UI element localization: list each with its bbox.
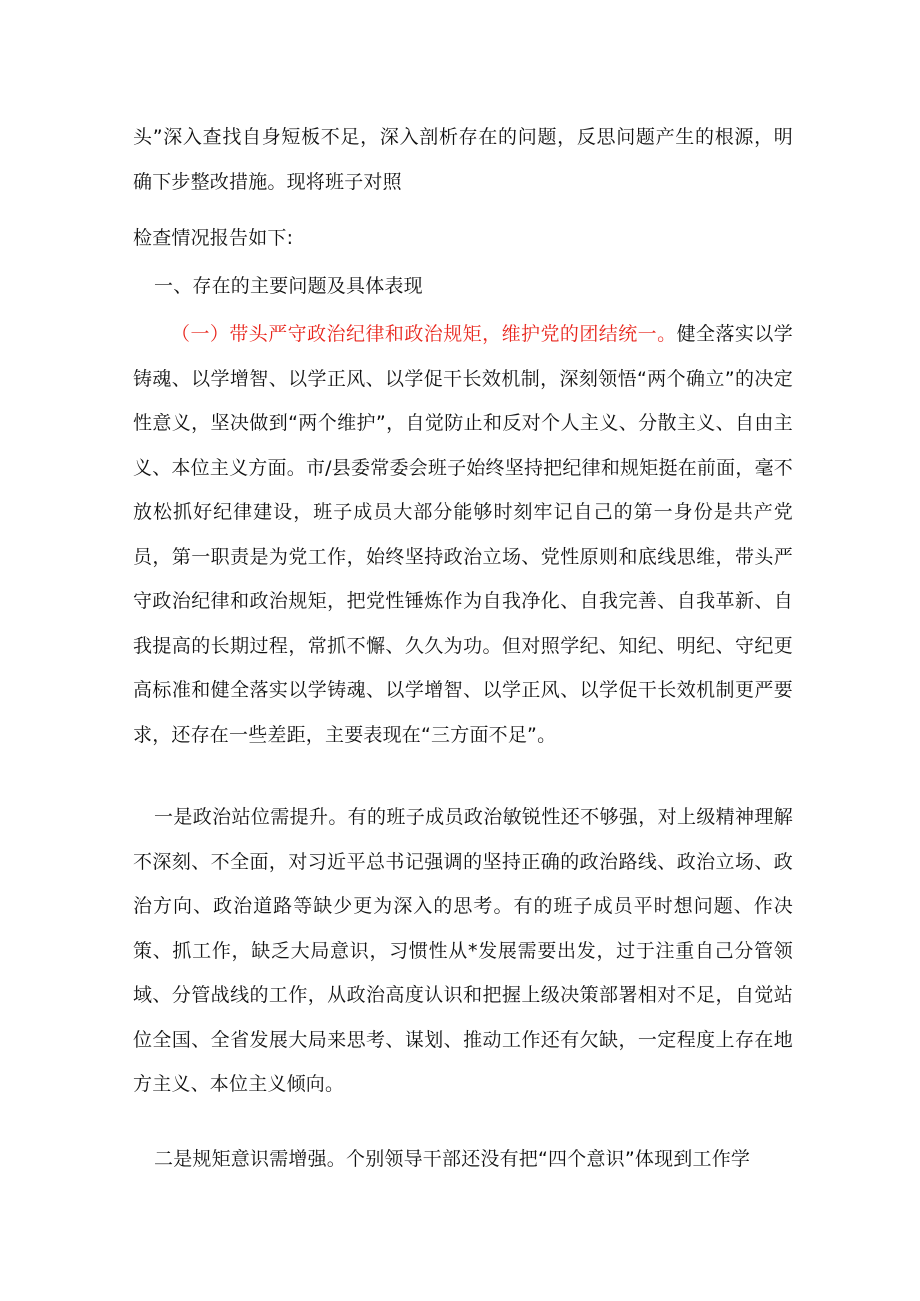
section-1-title: （一）带头严守政治纪律和政治规矩，维护党的团结统一。	[171, 323, 677, 345]
section-1-body: 健全落实以学铸魂、以学增智、以学正风、以学促干长效机制，深刻领悟“两个确立”的决定性意义，坚决做到“两个维护”，自觉防止和反对个人主义、分散主义、自由主义、本位主义方面。市/县委常委会班子始终坚持把纪律和规矩挺在前面，毫不放松抓好纪律建设，班子成员大部分能够时刻牢记自己的第一身份是共产党员，第一职责是为党工作，始终坚持政治立场、党性原则和底线思维，带头严守政治纪律和政治规矩，把党性锤炼作为自我净化、自我完善、自我革新、自我提高的长期过程，常抓不懈、久久为功。但对照学纪、知纪、明纪、守纪更高标准和健全落实以学铸魂、以学增智、以学正风、以学促干长效机制更严要求，还存在一些差距，主要表现在“三方面不足”。	[133, 323, 794, 746]
heading-main-problems: 一、存在的主要问题及具体表现	[154, 275, 423, 297]
intro-paragraph-continued: 检查情况报告如下:	[133, 227, 294, 249]
intro-paragraph: 头”深入查找自身短板不足，深入剖析存在的问题，反思问题产生的根源，明确下步整改措施。现将班子对照	[133, 126, 793, 193]
point-1-paragraph: 一是政治站位需提升。有的班子成员政治敏锐性还不够强，对上级精神理解不深刻、不全面，对习近平总书记强调的坚持正确的政治路线、政治立场、政治方向、政治道路等缺少更为深入的思考。有的班子成员平时想问题、作决策、抓工作，缺乏大局意识，习惯性从*发展需要出发，过于注重自己分管领域、分管战线的工作，从政治高度认识和把握上级决策部署相对不足，自觉站位全国、全省发展大局来思考、谋划、推动工作还有欠缺，一定程度上存在地方主义、本位主义倾向。	[133, 806, 793, 1095]
point-2-paragraph: 二是规矩意识需增强。个别领导干部还没有把“四个意识”体现到工作学	[154, 1148, 751, 1170]
section-1-paragraph	[133, 312, 793, 757]
